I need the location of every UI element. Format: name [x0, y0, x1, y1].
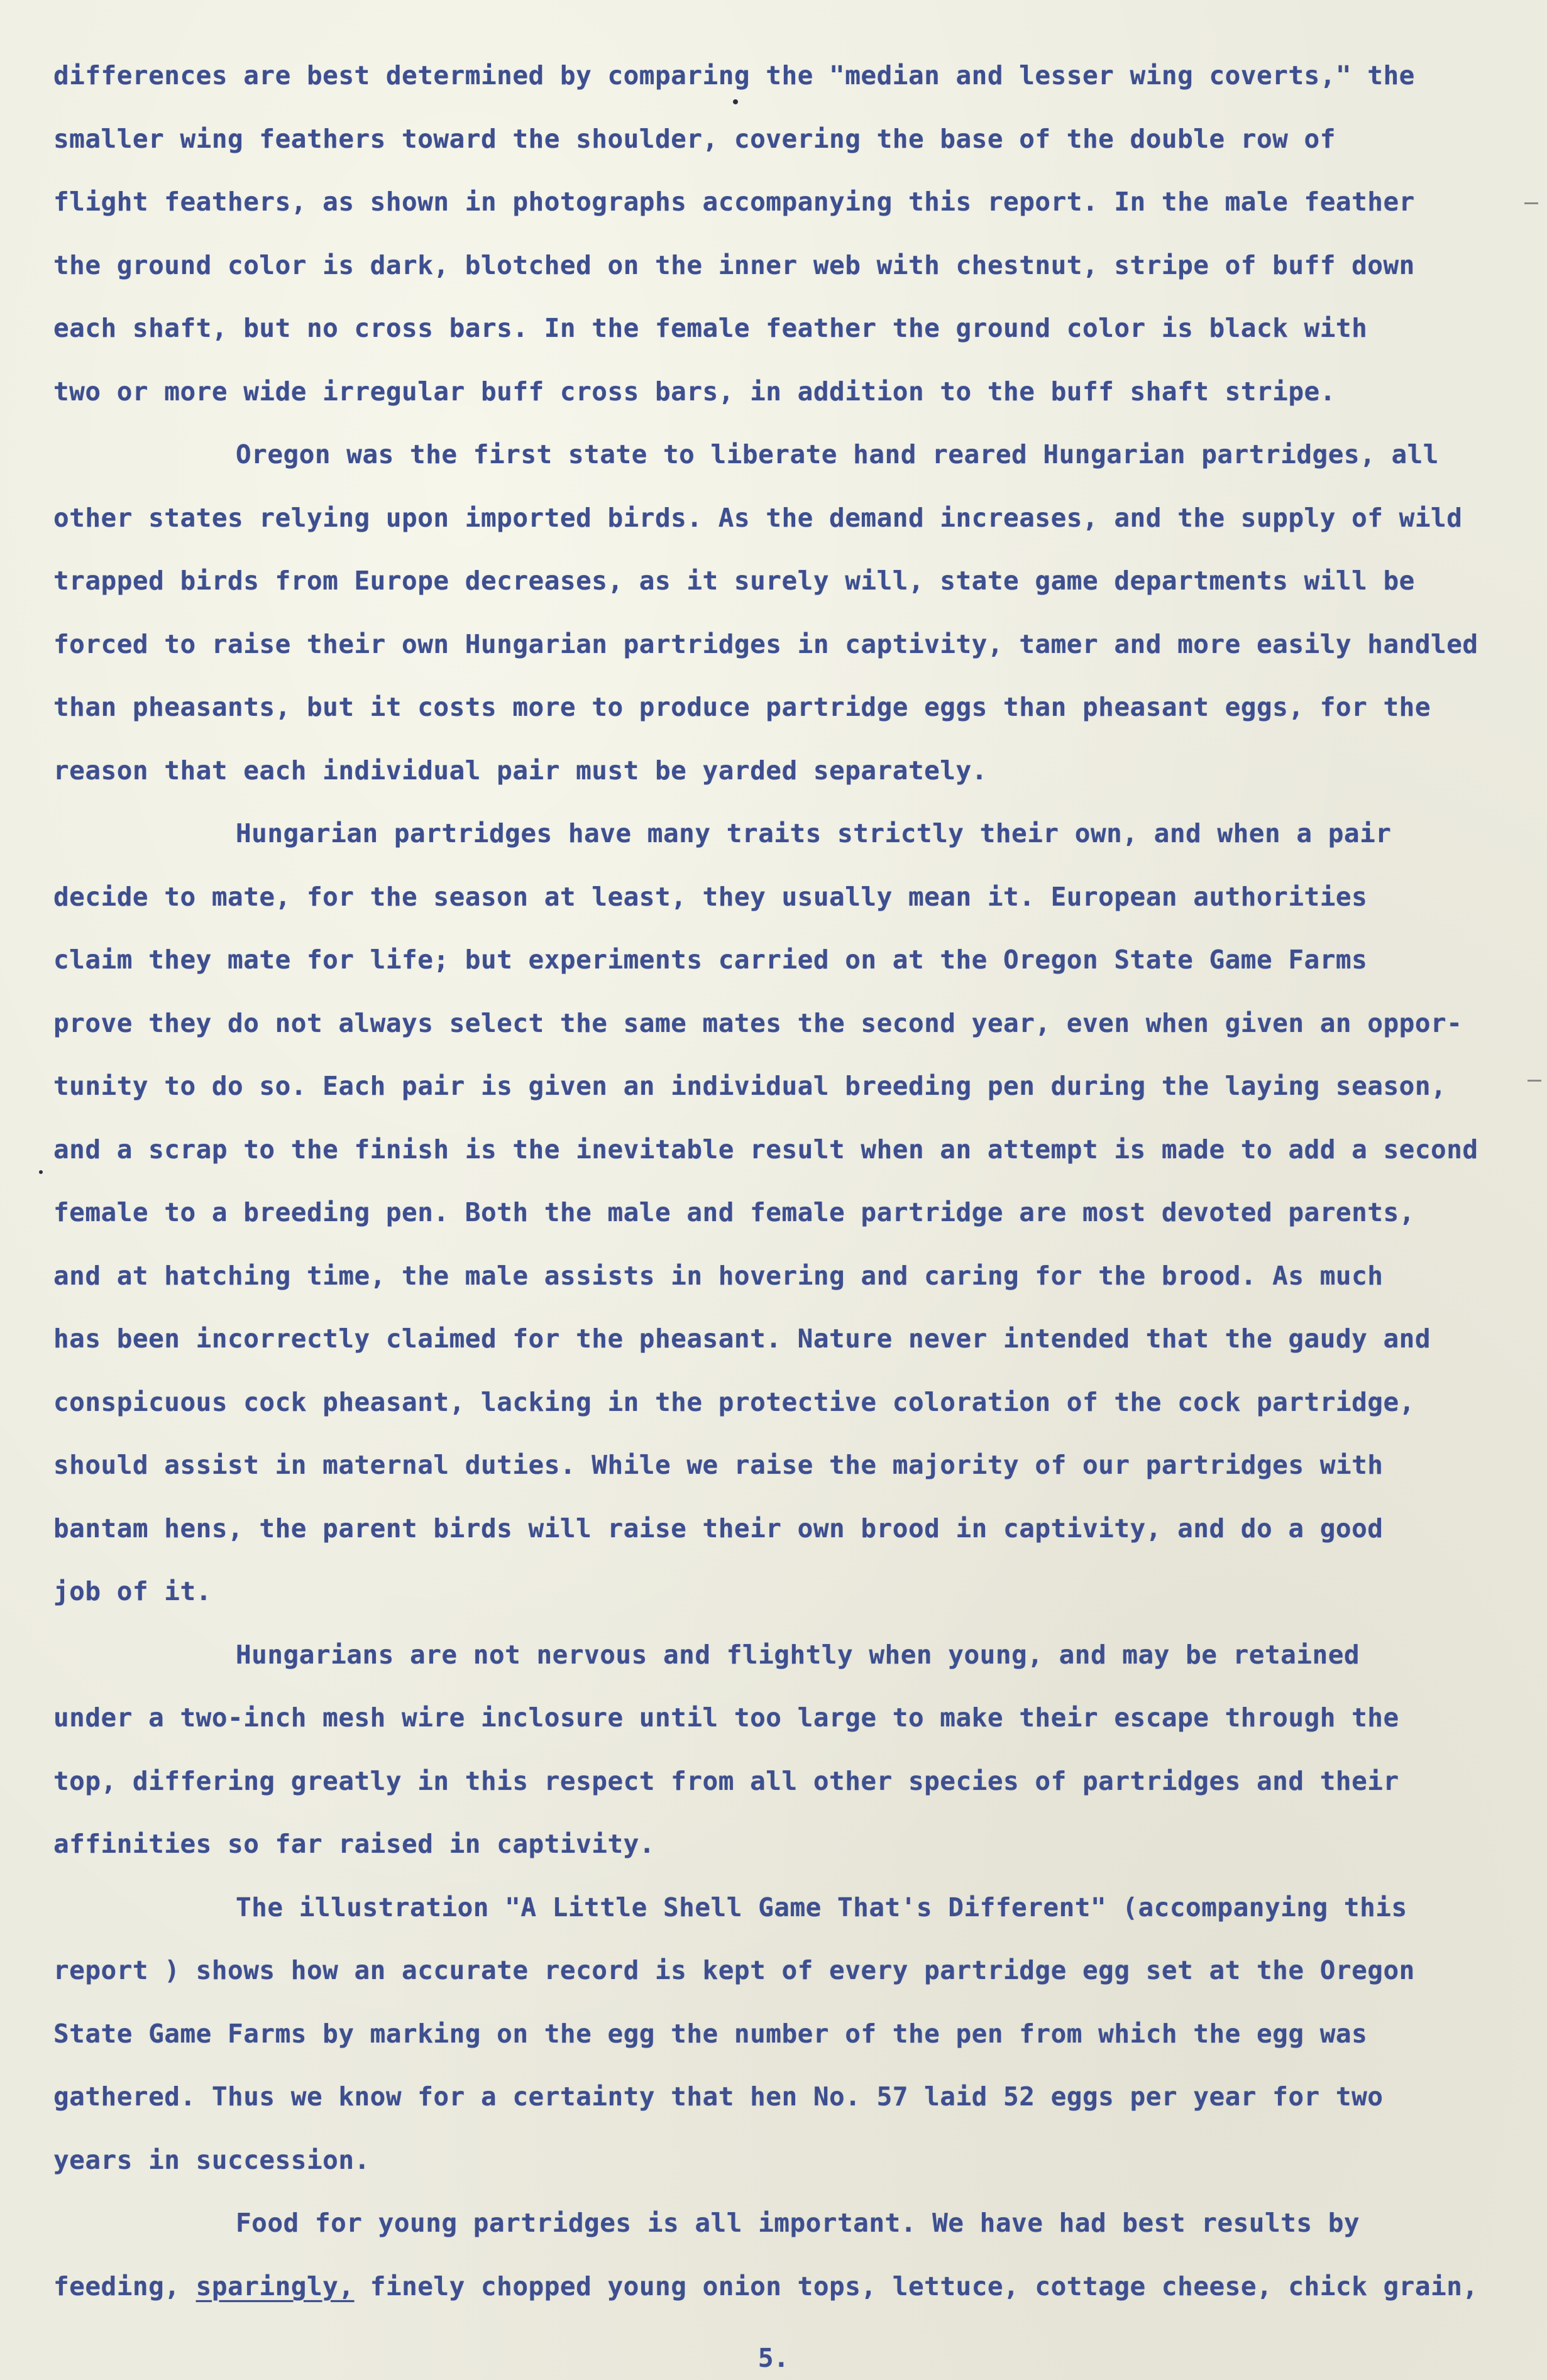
page-number: 5.: [757, 2343, 790, 2373]
text-line: tunity to do so. Each pair is given an individual breeding pen during the laying season,: [53, 1071, 1447, 1101]
text-line: two or more wide irregular buff cross bars, in addition to the buff shaft stripe.: [53, 376, 1336, 407]
text-line: bantam hens, the parent birds will raise their own brood in captivity, and do a good: [53, 1513, 1384, 1544]
text-line: and a scrap to the finish is the inevitable result when an attempt is made to add a second: [53, 1134, 1478, 1165]
text-line: smaller wing feathers toward the shoulder, covering the base of the double row of: [53, 123, 1336, 154]
text-line: than pheasants, but it costs more to produce partridge eggs than pheasant eggs, for the: [53, 692, 1431, 722]
document-body: [53, 44, 1487, 2318]
text-line: and at hatching time, the male assists in hovering and caring for the brood. As much: [53, 1260, 1384, 1291]
text-line: [53, 2255, 1487, 2318]
text-line: prove they do not always select the same mates the second year, even when given an oppor-: [53, 1007, 1463, 1038]
text-line: flight feathers, as shown in photographs accompanying this report. In the male feather: [53, 187, 1415, 217]
text-line: reason that each individual pair must be yarded separately.: [53, 755, 988, 786]
paragraph-oregon-first-state: [53, 423, 1487, 802]
text-line: The illustration "A Little Shell Game That's Different" (accompanying this: [236, 1892, 1407, 1922]
text-line: the ground color is dark, blotched on the inner web with chestnut, stripe of buff down: [53, 250, 1415, 280]
underlined-word: sparingly,: [195, 2271, 355, 2301]
text-line: Hungarians are not nervous and flightly when young, and may be retained: [236, 1639, 1360, 1670]
paper-edge-mark: [1524, 202, 1538, 204]
text-line: affinities so far raised in captivity.: [53, 1829, 655, 1859]
text-line: job of it.: [53, 1576, 212, 1606]
text-line: claim they mate for life; but experiments carried on at the Oregon State Game Farms: [53, 945, 1368, 975]
ink-speck: [39, 1170, 43, 1174]
text-line: Hungarian partridges have many traits strictly their own, and when a pair: [236, 818, 1392, 848]
text-line: State Game Farms by marking on the egg the number of the pen from which the egg was: [53, 2018, 1368, 2049]
text-line: differences are best determined by comparing the "median and lesser wing coverts," the: [53, 60, 1415, 90]
text-line: forced to raise their own Hungarian partridges in captivity, tamer and more easily handled: [53, 628, 1478, 659]
text-line: under a two-inch mesh wire inclosure until too large to make their escape through the: [53, 1703, 1399, 1733]
text-line: trapped birds from Europe decreases, as it surely will, state game departments will be: [53, 566, 1415, 596]
text-line: should assist in maternal duties. While we raise the majority of our partridges with: [53, 1450, 1384, 1480]
text-line: Food for young partridges is all important. We have had best results by: [236, 2208, 1360, 2238]
paragraph-food: [53, 2191, 1487, 2318]
text-line: years in succession.: [53, 2144, 370, 2175]
text-line: each shaft, but no cross bars. In the female feather the ground color is black with: [53, 313, 1368, 343]
text-segment: feeding,: [53, 2271, 196, 2301]
paragraph-mating-traits: [53, 802, 1487, 1623]
paragraph-shell-game: [53, 1876, 1487, 2192]
paragraph-young-hungarians: [53, 1623, 1487, 1876]
text-line: female to a breeding pen. Both the male and female partridge are most devoted parents,: [53, 1197, 1415, 1227]
text-segment: finely chopped young onion tops, lettuce, cottage cheese, chick grain,: [354, 2271, 1478, 2301]
text-line: other states relying upon imported birds. As the demand increases, and the supply of wild: [53, 502, 1463, 533]
text-line: Oregon was the first state to liberate hand reared Hungarian partridges, all: [236, 439, 1439, 469]
text-line: gathered. Thus we know for a certainty that hen No. 57 laid 52 eggs per year for two: [53, 2081, 1384, 2112]
text-line: has been incorrectly claimed for the pheasant. Nature never intended that the gaudy and: [53, 1324, 1431, 1354]
text-line: top, differing greatly in this respect from all other species of partridges and their: [53, 1765, 1399, 1796]
text-line: report ) shows how an accurate record is kept of every partridge egg set at the Oregon: [53, 1955, 1415, 1985]
paper-edge-mark: [1528, 1080, 1541, 1082]
text-line: conspicuous cock pheasant, lacking in the protective coloration of the cock partridge,: [53, 1386, 1415, 1417]
ink-speck: [733, 99, 738, 104]
paragraph-wing-coverts: [53, 44, 1487, 423]
text-line: decide to mate, for the season at least, they usually mean it. European authorities: [53, 881, 1368, 912]
